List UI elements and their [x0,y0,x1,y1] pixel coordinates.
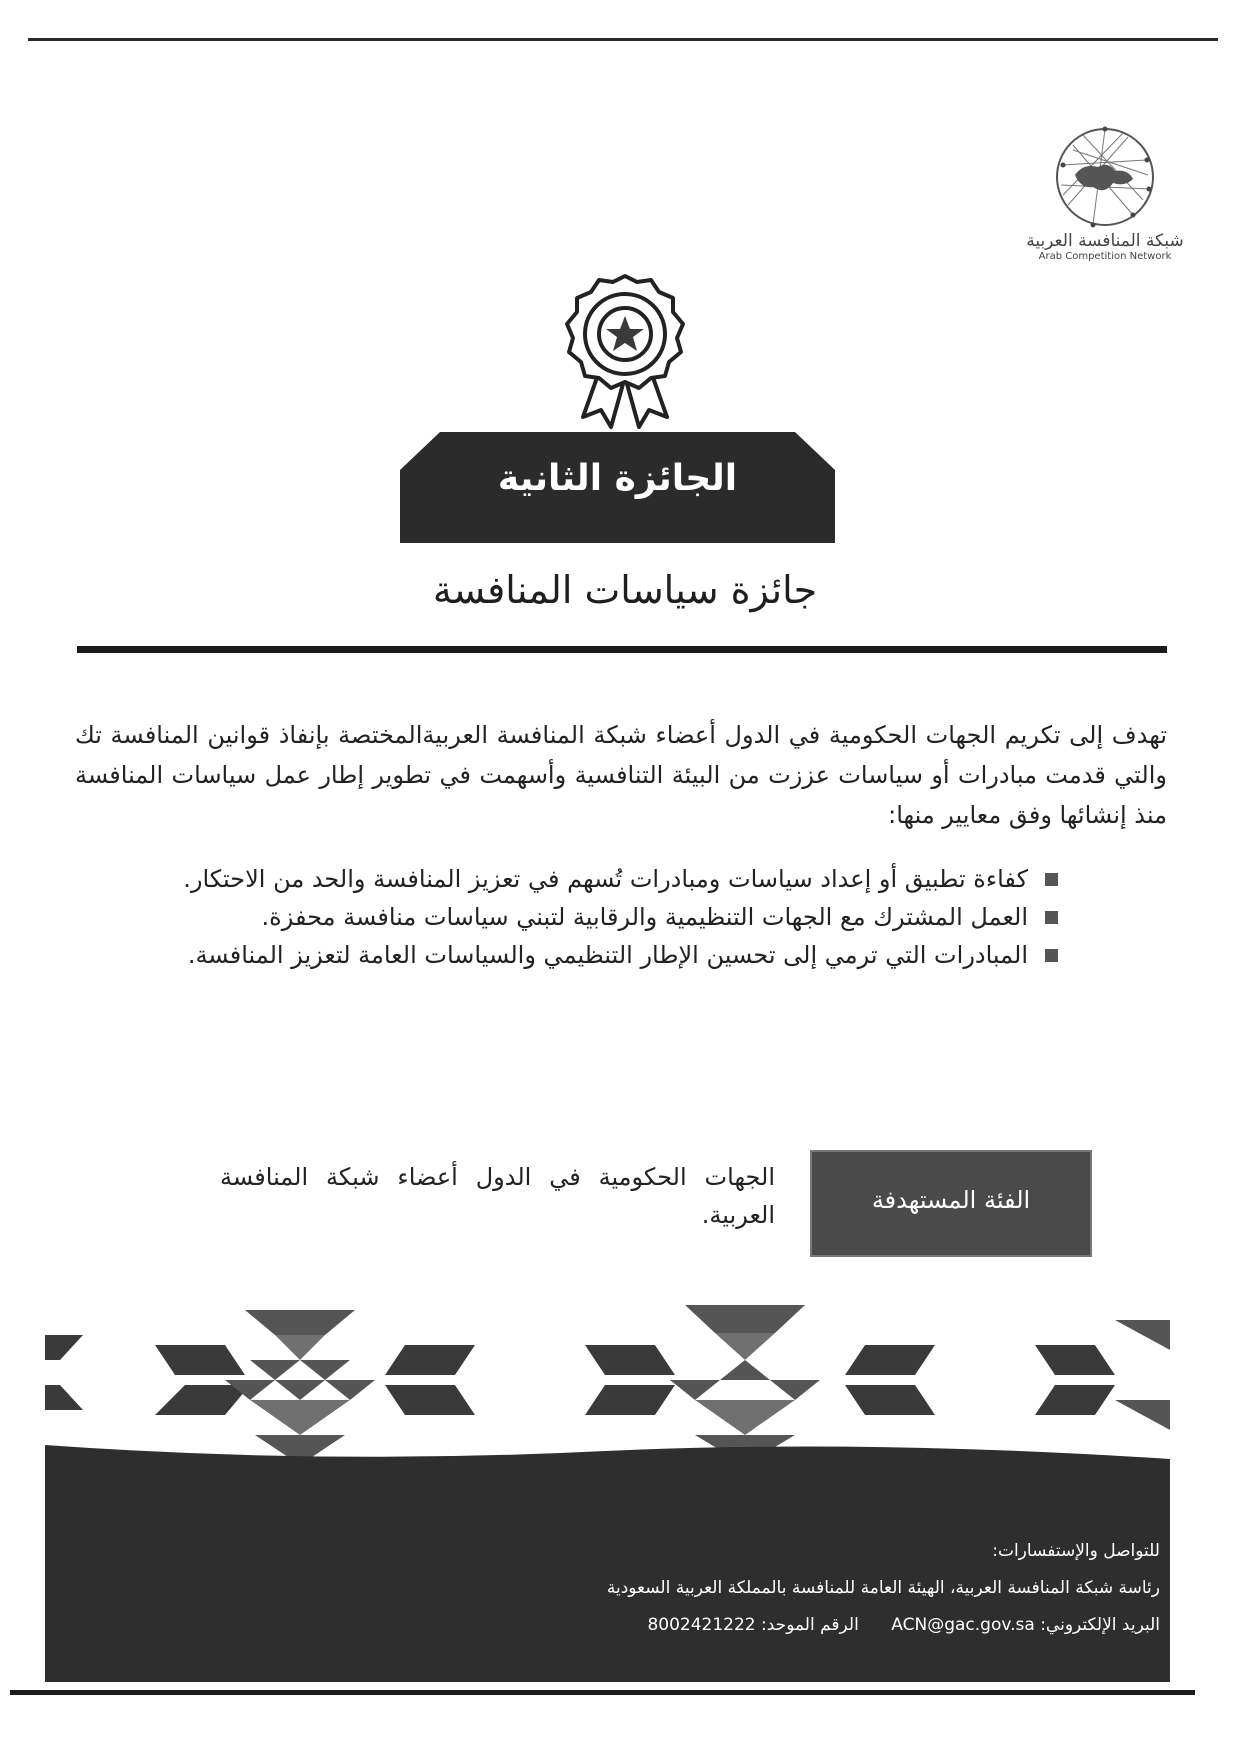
phone-label: الرقم الموحد: [761,1615,859,1635]
criteria-item: كفاءة تطبيق أو إعداد سياسات ومبادرات تُسهم في تعزيز المنافسة والحد من الاحتكار. [180,860,1060,898]
square-bullet-icon [1045,949,1058,962]
bottom-rule [10,1690,1195,1695]
phone-number[interactable]: 8002421222 [647,1615,756,1635]
square-bullet-icon [1045,911,1058,924]
top-rule [28,38,1218,41]
award-title: جائزة سياسات المنافسة [432,568,818,612]
criteria-item: المبادرات التي ترمي إلى تحسين الإطار التنظيمي والسياسات العامة لتعزيز المنافسة. [180,936,1060,974]
award-description: تهدف إلى تكريم الجهات الحكومية في الدول أعضاء شبكة المنافسة العربيةالمختصة بإنفاذ قوانين المنافسة تك والتي قدمت مبادرات أو سياسات عززت من البيئة التنافسية وأسهمت في تطوير إطار عمل سياسات المنافسة منذ إنشائها وفق معايير منها: [75,721,1167,829]
contact-organization: رئاسة شبكة المنافسة العربية، الهيئة العامة للمنافسة بالمملكة العربية السعودية [606,1578,1160,1598]
logo-english-name: Arab Competition Network [1038,251,1172,262]
square-bullet-icon [1045,873,1058,886]
section-divider [77,646,1167,653]
contact-line [160,1607,1160,1644]
criteria-list [180,860,1060,974]
globe-icon [1053,125,1157,229]
contact-details [160,1533,1160,1644]
network-logo [1025,125,1185,295]
target-category-label: الفئة المستهدفة [871,1186,1031,1214]
medal-icon [555,272,695,432]
contact-footer [45,1445,1170,1682]
target-category-box [810,1150,1092,1257]
award-rank: الجائزة الثانية [497,458,738,499]
email-label: البريد الإلكتروني: [1040,1615,1160,1635]
logo-arabic-name: شبكة المنافسة العربية [1026,231,1184,251]
award-banner [400,430,835,545]
target-category-text: الجهات الحكومية في الدول أعضاء شبكة المنافسة العربية. [220,1163,775,1229]
criteria-item: العمل المشترك مع الجهات التنظيمية والرقابية لتبني سياسات منافسة محفزة. [180,898,1060,936]
contact-heading: للتواصل والإستفسارات: [992,1541,1160,1561]
email-address[interactable]: ACN@gac.gov.sa [891,1615,1035,1635]
